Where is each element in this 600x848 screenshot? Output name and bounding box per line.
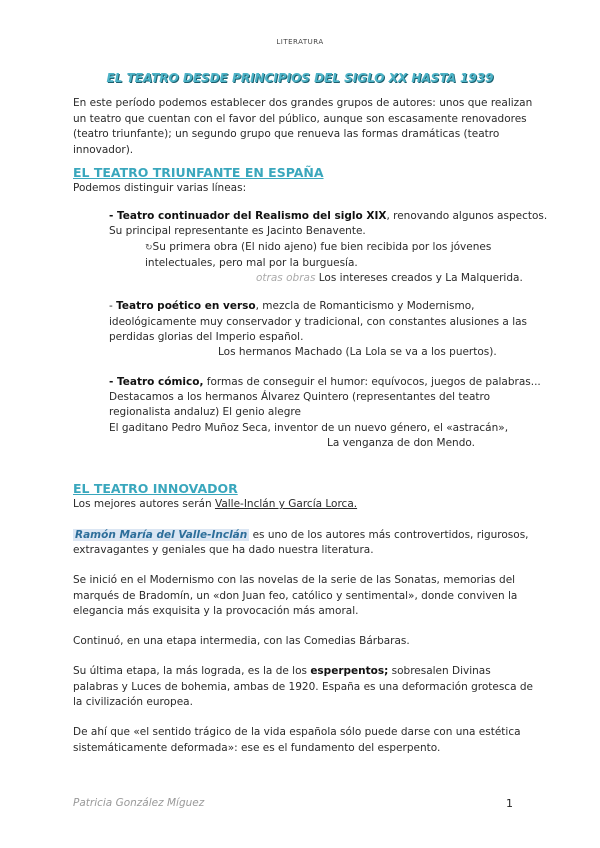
text-continuador: , renovando algunos aspectos. xyxy=(386,210,548,222)
esperpentos-pre: Su última etapa, la más lograda, es la de los xyxy=(73,665,311,677)
text-comico: formas de conseguir el humor: equívocos, juegos de palabras... xyxy=(203,376,541,388)
esperpentos-post: sobresalen Divinas palabras y Luces de bohemia, ambas de 1920. España es una deformación grotesca de la civilización europea. xyxy=(73,665,533,708)
lead-text: Los mejores autores serán xyxy=(73,498,215,510)
otras-obras-text: Los intereses creados y La Malquerida. xyxy=(315,272,523,284)
comico-line5: La venganza de don Mendo. xyxy=(327,437,475,449)
paragraph-comedias: Continuó, en una etapa intermedia, con las Comedias Bárbaras. xyxy=(73,635,410,647)
lead-authors: Valle-Inclán y García Lorca. xyxy=(214,498,358,510)
arrow-bullet-icon: ↻ xyxy=(145,243,153,253)
valle-name-highlight: Ramón María del Valle-Inclán xyxy=(75,529,248,541)
valle-line2: extravagantes y geniales que ha dado nuestra literatura. xyxy=(73,544,374,556)
page-header: LITERATURA xyxy=(276,38,324,46)
paragraph-fundamento: De ahí que «el sentido trágico de la vida española sólo puede darse con una estética sistemáticamente deformada»: ese es el fundamento del esperpento. xyxy=(73,726,521,754)
page-number: 1 xyxy=(506,797,513,810)
section-heading-triunfante: EL TEATRO TRIUNFANTE EN ESPAÑA xyxy=(73,165,324,180)
paragraph-modernismo: Se inició en el Modernismo con las novelas de la serie de las Sonatas, memorias del marqués de Bradomín, un «don Juan feo, católico y sentimental», donde conviven la elegancia más exquisita y la provocación más amoral. xyxy=(73,574,518,617)
valle-text: es uno de los autores más controvertidos, rigurosos, xyxy=(249,529,529,541)
comico-line3: regionalista andaluz) El genio alegre xyxy=(109,406,301,418)
label-continuador: - Teatro continuador del Realismo del siglo XIX xyxy=(109,210,387,222)
intro-paragraph: En este período podemos establecer dos grandes grupos de autores: unos que realizan un teatro que cuentan con el favor del público, aunque son escasamente renovadores (teatro triunfante); un segundo grupo que renueva las formas dramáticas (teatro innovador). xyxy=(73,97,533,156)
poetico-line4: Los hermanos Machado (La Lola se va a los puertos). xyxy=(218,346,497,358)
paragraph-esperpentos xyxy=(73,664,533,711)
line-poetico xyxy=(109,299,474,315)
poetico-line3: perdidas glorias del Imperio español. xyxy=(109,331,304,343)
footer-author: Patricia González Míguez xyxy=(73,797,205,809)
bullet-line xyxy=(145,240,491,257)
label-comico: - Teatro cómico, xyxy=(109,376,204,388)
section-lead: Podemos distinguir varias líneas: xyxy=(73,182,247,194)
line-continuador xyxy=(109,209,547,225)
text-poetico: , mezcla de Romanticismo y Modernismo, xyxy=(255,300,475,312)
section2-lead xyxy=(73,497,357,513)
line-otras-obras xyxy=(256,271,523,287)
dash: - xyxy=(109,300,117,312)
poetico-line2: ideológicamente muy conservador y tradicional, con constantes alusiones a las xyxy=(109,316,528,328)
section-heading-innovador: EL TEATRO INNOVADOR xyxy=(73,481,238,496)
document-title: EL TEATRO DESDE PRINCIPIOS DEL SIGLO XX HASTA 1939 xyxy=(106,71,494,85)
label-poetico: Teatro poético en verso xyxy=(116,300,256,312)
comico-line2: Destacamos a los hermanos Álvarez Quintero (representantes del teatro xyxy=(109,391,491,403)
bullet-text-cont: intelectuales, pero mal por la burguesía. xyxy=(145,257,358,269)
line-benavente: Su principal representante es Jacinto Benavente. xyxy=(109,225,366,237)
esperpentos-bold: esperpentos; xyxy=(310,665,389,677)
valle-line1 xyxy=(73,528,529,544)
otras-obras-label: otras obras xyxy=(256,272,316,284)
comico-line4: El gaditano Pedro Muñoz Seca, inventor de un nuevo género, el «astracán», xyxy=(109,422,509,434)
line-comico xyxy=(109,375,541,391)
bullet-text: Su primera obra (El nido ajeno) fue bien recibida por los jóvenes xyxy=(152,241,492,253)
